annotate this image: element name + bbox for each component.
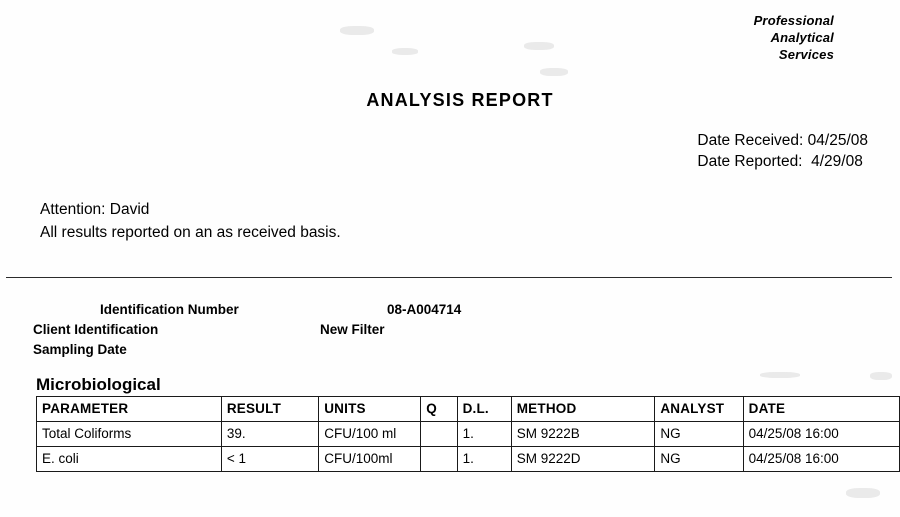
company-line-2: Analytical xyxy=(770,30,834,45)
cell-parameter: Total Coliforms xyxy=(37,422,222,447)
column-header-date: DATE xyxy=(743,397,899,422)
column-header-dl: D.L. xyxy=(457,397,511,422)
cell-result: < 1 xyxy=(221,447,318,472)
company-line-1: Professional xyxy=(753,13,834,28)
client-identification-value: New Filter xyxy=(320,322,385,337)
identification-block xyxy=(33,300,461,360)
cell-q xyxy=(421,447,457,472)
identification-row xyxy=(33,320,461,340)
company-line-3: Services xyxy=(778,47,834,62)
identification-row xyxy=(33,300,461,320)
cell-date: 04/25/08 16:00 xyxy=(743,447,899,472)
scan-artifact xyxy=(524,42,554,50)
page-title: ANALYSIS REPORT xyxy=(366,90,554,110)
cell-units: CFU/100 ml xyxy=(319,422,421,447)
table-row xyxy=(37,422,900,447)
cell-analyst: NG xyxy=(655,447,743,472)
cell-analyst: NG xyxy=(655,422,743,447)
cell-method: SM 9222B xyxy=(511,422,655,447)
column-header-method: METHOD xyxy=(511,397,655,422)
results-table xyxy=(36,396,900,472)
scan-artifact xyxy=(540,68,568,76)
column-header-analyst: ANALYST xyxy=(655,397,743,422)
column-header-parameter: PARAMETER xyxy=(37,397,222,422)
cell-result: 39. xyxy=(221,422,318,447)
table-row xyxy=(37,447,900,472)
sampling-date-label: Sampling Date xyxy=(33,342,127,357)
column-header-units: UNITS xyxy=(319,397,421,422)
table-header-row xyxy=(37,397,900,422)
scan-artifact xyxy=(760,372,800,378)
attention-block xyxy=(40,198,341,244)
cell-dl: 1. xyxy=(457,447,511,472)
cell-parameter: E. coli xyxy=(37,447,222,472)
date-received: Date Received: 04/25/08 xyxy=(697,132,868,149)
horizontal-divider xyxy=(6,277,892,278)
column-header-result: RESULT xyxy=(221,397,318,422)
date-block xyxy=(697,130,868,172)
scan-artifact xyxy=(870,372,892,380)
column-header-q: Q xyxy=(421,397,457,422)
cell-method: SM 9222D xyxy=(511,447,655,472)
scan-artifact xyxy=(846,488,880,498)
section-heading-microbiological: Microbiological xyxy=(36,375,161,394)
attention-line: Attention: David xyxy=(40,201,150,218)
cell-dl: 1. xyxy=(457,422,511,447)
date-reported: Date Reported: 4/29/08 xyxy=(697,153,863,170)
client-identification-label: Client Identification xyxy=(33,322,159,337)
identification-number-value: 08-A004714 xyxy=(387,302,462,317)
scan-artifact xyxy=(340,26,374,35)
identification-number-label: Identification Number xyxy=(100,302,239,317)
cell-date: 04/25/08 16:00 xyxy=(743,422,899,447)
disclaimer-line: All results reported on an as received basis. xyxy=(40,224,341,241)
scan-artifact xyxy=(392,48,418,55)
cell-q xyxy=(421,422,457,447)
identification-row xyxy=(33,340,461,360)
cell-units: CFU/100ml xyxy=(319,447,421,472)
company-name-block xyxy=(754,12,834,63)
